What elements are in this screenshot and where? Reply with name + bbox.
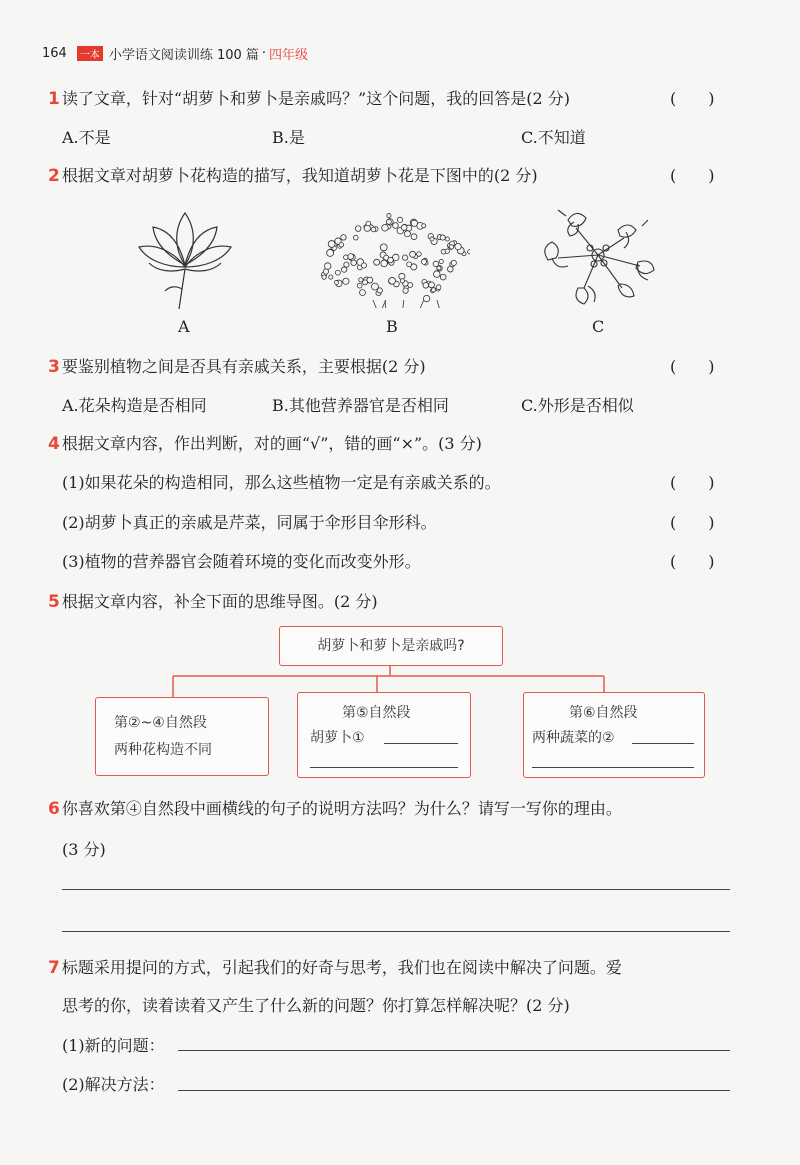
option-b[interactable]: B.其他营养器官是否相同: [272, 396, 449, 415]
question-number: 6: [48, 799, 60, 819]
question-text: 你喜欢第④自然段中画横线的句子的说明方法吗？为什么？请写一写你的理由。: [61, 799, 622, 818]
subquestion-1-label: (1)新的问题：: [62, 1036, 165, 1055]
title-separator: ·: [261, 46, 267, 61]
question-number: 4: [48, 434, 60, 454]
answer-paren[interactable]: ( ): [670, 357, 715, 376]
mindmap-root: 胡萝卜和萝卜是亲戚吗?: [279, 626, 503, 666]
mindmap-box-right: [523, 692, 705, 778]
answer-paren[interactable]: ( ): [670, 552, 715, 571]
publisher-logo: 一本: [77, 46, 103, 61]
question-7: [48, 955, 622, 978]
question-text: 根据文章内容，补全下面的思维导图。(2 分): [61, 592, 378, 611]
image-label-b: B: [386, 317, 398, 336]
question-number: 5: [48, 592, 60, 612]
mindmap-box-left: [95, 697, 269, 776]
mindmap-left-body: 两种花构造不同: [114, 742, 212, 758]
mindmap-box-middle: [297, 692, 471, 778]
mindmap-right-title: 第⑥自然段: [569, 705, 638, 721]
option-c[interactable]: C.不知道: [521, 128, 586, 147]
judgment-item-2: (2)胡萝卜真正的亲戚是芹菜，同属于伞形目伞形科。: [62, 513, 437, 532]
option-b[interactable]: B.是: [272, 128, 305, 147]
question-text: 根据文章内容，作出判断，对的画“√”，错的画“×”。(3 分): [61, 434, 482, 453]
question-number: 3: [48, 357, 60, 377]
subquestion-2-label: (2)解决方法：: [62, 1075, 165, 1094]
question-number: 2: [48, 166, 60, 186]
mindmap-mid-title: 第⑤自然段: [342, 705, 411, 721]
mindmap-left-title: 第②~④自然段: [114, 715, 207, 731]
question-number: 1: [48, 89, 60, 109]
answer-blank-1b[interactable]: [310, 767, 458, 768]
answer-paren[interactable]: ( ): [670, 513, 715, 532]
image-label-a: A: [178, 317, 190, 336]
option-a[interactable]: A.花朵构造是否相同: [62, 396, 207, 415]
question-number: 7: [48, 958, 60, 978]
mindmap-right-body: 两种蔬菜的②: [532, 730, 615, 746]
answer-paren[interactable]: ( ): [670, 166, 715, 185]
judgment-item-1: (1)如果花朵的构造相同，那么这些植物一定是有亲戚关系的。: [62, 473, 501, 492]
question-score: (3 分): [62, 840, 106, 859]
answer-line-new-question[interactable]: [178, 1050, 730, 1051]
answer-blank-2b[interactable]: [532, 767, 694, 768]
question-text: 根据文章对胡萝卜花构造的描写，我知道胡萝卜花是下图中的(2 分): [61, 166, 538, 185]
answer-paren[interactable]: ( ): [670, 89, 715, 108]
answer-blank-1[interactable]: [384, 743, 458, 744]
mindmap-mid-body: 胡萝卜①: [310, 730, 365, 746]
option-a[interactable]: A.不是: [62, 128, 111, 147]
option-c[interactable]: C.外形是否相似: [521, 396, 634, 415]
question-6: [48, 796, 622, 819]
question-text: 读了文章，针对“胡萝卜和萝卜是亲戚吗？”这个问题，我的回答是(2 分): [61, 89, 570, 108]
image-label-c: C: [592, 317, 605, 336]
page-number: 164: [42, 46, 67, 61]
judgment-item-3: (3)植物的营养器官会随着环境的变化而改变外形。: [62, 552, 421, 571]
answer-line[interactable]: [62, 889, 730, 890]
question-text: 要鉴别植物之间是否具有亲戚关系，主要根据(2 分): [61, 357, 426, 376]
answer-paren[interactable]: ( ): [670, 473, 715, 492]
question-text: 标题采用提问的方式，引起我们的好奇与思考，我们也在阅读中解决了问题。爱: [61, 958, 622, 977]
question-text-continued: 思考的你，读着读着又产生了什么新的问题？你打算怎样解决呢？(2 分): [62, 996, 570, 1015]
answer-line-solution[interactable]: [178, 1090, 730, 1091]
answer-blank-2[interactable]: [632, 743, 694, 744]
series-title: 小学语文阅读训练 100 篇: [108, 48, 259, 63]
grade-label: 四年级: [269, 48, 309, 63]
answer-line[interactable]: [62, 931, 730, 932]
